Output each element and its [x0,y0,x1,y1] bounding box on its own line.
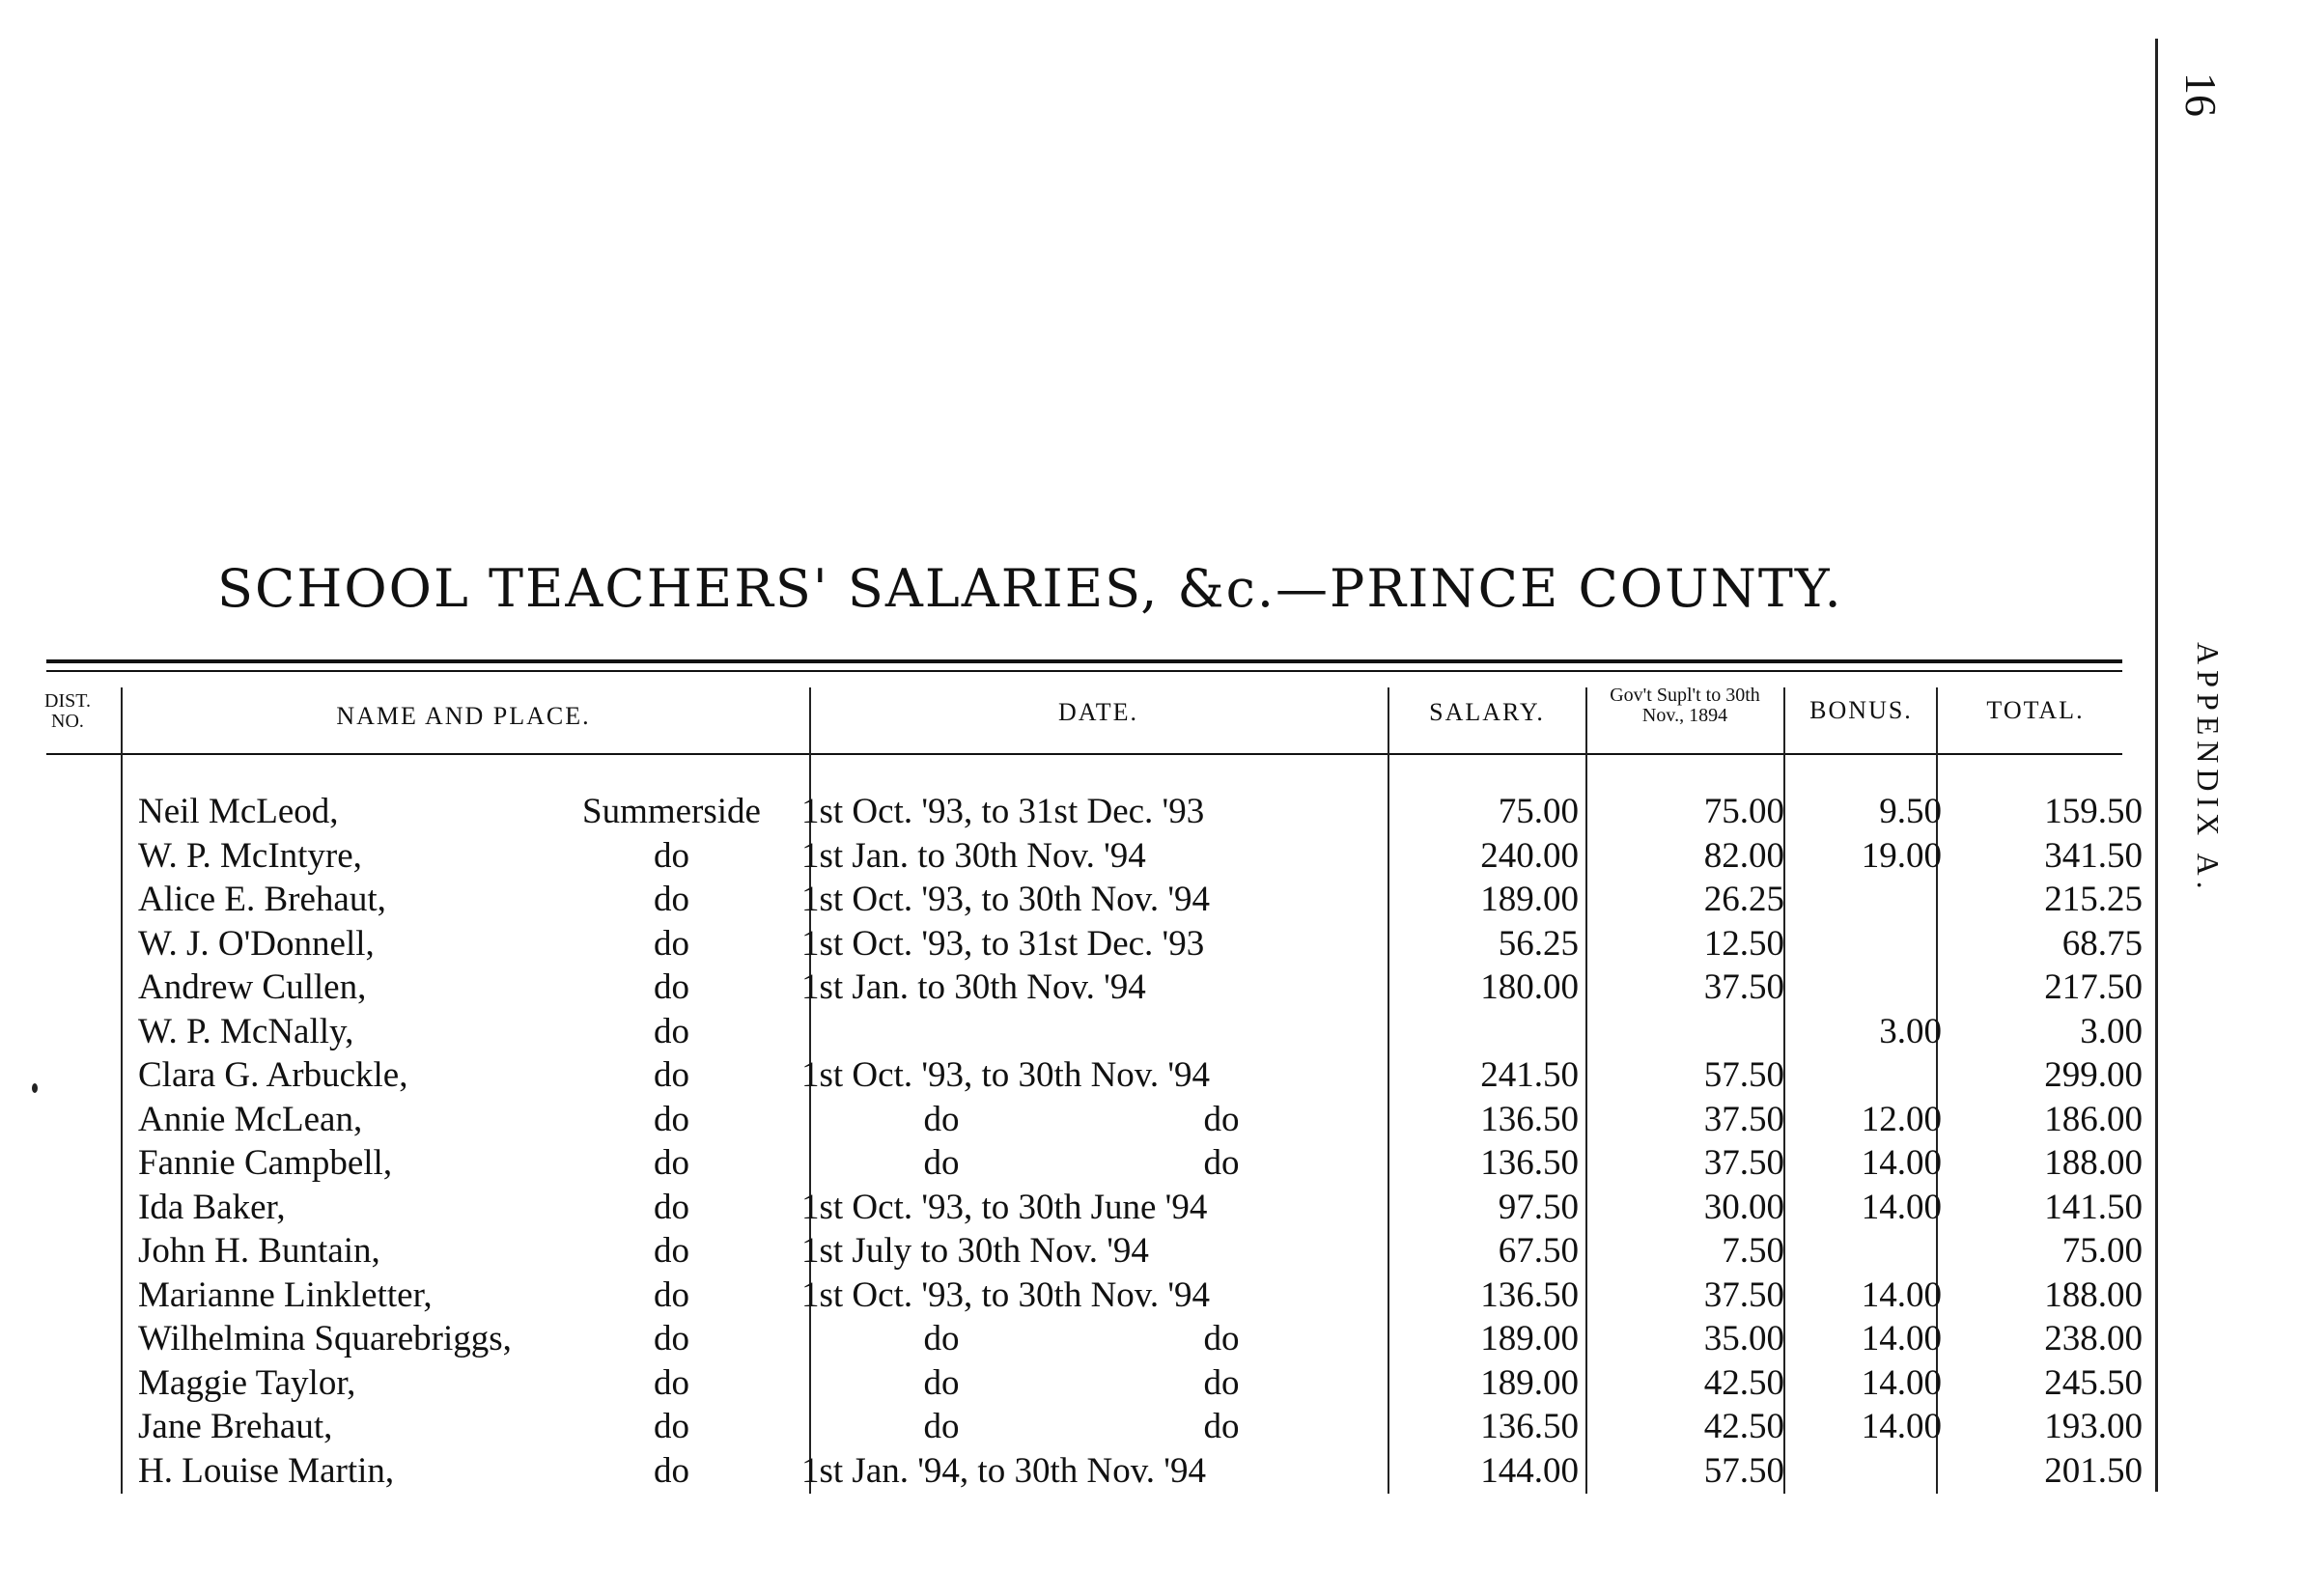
header-bonus: BONUS. [1809,696,1913,724]
govt-supplement-value: 30.00 [1703,1187,1784,1227]
table-row [121,790,2150,834]
date-ditto: do [923,1319,960,1358]
salary-value: 67.50 [1498,1231,1579,1271]
total-value: 201.50 [2044,1450,2143,1491]
salary-value: 144.00 [1480,1450,1579,1491]
teacher-name: W. P. McNally, [138,1011,354,1051]
table-row [121,1229,2150,1274]
govt-supplement-value: 37.50 [1703,967,1784,1007]
table-row [121,1053,2150,1098]
teacher-name: W. P. McIntyre, [138,835,362,876]
teacher-name: Jane Brehaut, [138,1407,333,1446]
date-ditto: do [1203,1319,1240,1358]
bonus-value: 9.50 [1879,792,1942,831]
teacher-name: Wilhelmina Squarebriggs, [138,1319,512,1358]
teacher-place: do [654,1011,689,1051]
bonus-value [1792,1229,1949,1274]
teacher-name: John H. Buntain, [138,1231,380,1271]
teacher-place: do [654,1187,689,1227]
table-row [121,922,2150,966]
total-value: 341.50 [2044,835,2143,876]
bonus-value: 14.00 [1861,1362,1942,1403]
date-range [790,1141,1381,1186]
date-range [790,1405,1381,1449]
teacher-place: do [654,1407,689,1446]
date-ditto: do [1203,1143,1240,1183]
header-total: TOTAL. [1986,696,2085,724]
total-value: 75.00 [2061,1231,2143,1271]
teacher-place: do [654,1099,689,1139]
teacher-name: Neil McLeod, [138,792,339,831]
govt-supplement-value [1586,1010,1792,1054]
date-ditto: do [923,1407,960,1446]
date-ditto: do [1203,1099,1240,1139]
date-ditto: do [923,1143,960,1183]
date-range: 1st Oct. '93, to 31st Dec. '93 [801,923,1205,964]
govt-supplement-value: 37.50 [1703,1099,1784,1139]
table-row [121,1361,2150,1406]
teacher-place: do [654,1274,689,1315]
teacher-place: do [654,1055,689,1095]
govt-supplement-value: 42.50 [1703,1407,1784,1446]
date-range: 1st Oct. '93, to 30th Nov. '94 [801,1055,1211,1095]
govt-supplement-value: 37.50 [1703,1274,1784,1315]
salary-value: 189.00 [1480,1362,1579,1403]
header-name-place: NAME AND PLACE. [336,702,591,730]
appendix-label: APPENDIX A. [2191,642,2226,895]
header-rule-top [46,659,2122,663]
salary-value: 97.50 [1498,1187,1579,1227]
date-range: 1st Oct. '93, to 30th June '94 [801,1187,1208,1227]
total-value: 159.50 [2044,792,2143,831]
total-value: 188.00 [2044,1274,2143,1315]
salary-value: 136.50 [1480,1099,1579,1139]
stray-mark [32,1083,38,1093]
date-range [790,1361,1381,1406]
govt-supplement-value: 57.50 [1703,1055,1784,1095]
bonus-value: 14.00 [1861,1407,1942,1446]
total-value: 238.00 [2044,1319,2143,1358]
total-value: 188.00 [2044,1143,2143,1183]
bonus-value: 14.00 [1861,1143,1942,1183]
salary-value: 136.50 [1480,1274,1579,1315]
salary-value: 136.50 [1480,1407,1579,1446]
govt-supplement-value: 75.00 [1703,792,1784,831]
teacher-place: do [654,1319,689,1358]
date-range: 1st Jan. to 30th Nov. '94 [801,835,1146,876]
teacher-place: do [654,880,689,919]
table-row [121,1274,2150,1318]
date-range [790,1010,1381,1054]
date-range: 1st Jan. '94, to 30th Nov. '94 [801,1450,1206,1491]
date-range [790,1317,1381,1361]
teacher-place: do [654,923,689,964]
date-range: 1st Oct. '93, to 30th Nov. '94 [801,880,1211,919]
teacher-name: Alice E. Brehaut, [138,880,386,919]
teacher-name: Marianne Linkletter, [138,1274,433,1315]
page-title: SCHOOL TEACHERS' SALARIES, &c.—PRINCE COUNTY. [217,558,1843,619]
salary-value: 189.00 [1480,880,1579,919]
teacher-name: Clara G. Arbuckle, [138,1055,408,1095]
teacher-name: Maggie Taylor, [138,1362,356,1403]
govt-supplement-value: 12.50 [1703,923,1784,964]
table-row [121,1449,2150,1494]
date-range: 1st July to 30th Nov. '94 [801,1231,1149,1271]
teacher-place: Summerside [582,792,761,831]
teacher-name: Fannie Campbell, [138,1143,393,1183]
header-date: DATE. [1058,698,1138,726]
total-value: 3.00 [2080,1011,2143,1051]
date-range: 1st Oct. '93, to 30th Nov. '94 [801,1274,1211,1315]
govt-supplement-value: 37.50 [1703,1143,1784,1183]
total-value: 215.25 [2044,880,2143,919]
table-row [121,878,2150,922]
teacher-place: do [654,1450,689,1491]
teacher-name: Andrew Cullen, [138,967,367,1007]
table-row [121,834,2150,879]
total-value: 186.00 [2044,1099,2143,1139]
total-value: 68.75 [2061,923,2143,964]
govt-supplement-value: 57.50 [1703,1450,1784,1491]
bonus-value: 19.00 [1861,835,1942,876]
date-ditto: do [923,1099,960,1139]
date-range: 1st Jan. to 30th Nov. '94 [801,967,1146,1007]
table-row [121,1010,2150,1054]
table-row [121,1317,2150,1361]
bonus-value: 3.00 [1879,1011,1942,1051]
header-salary: SALARY. [1429,698,1545,726]
header-rule-top-thin [46,670,2122,672]
bonus-value [1792,878,1949,922]
header-dist-no: DIST. NO. [44,690,91,732]
govt-supplement-value: 35.00 [1703,1319,1784,1358]
date-range: 1st Oct. '93, to 31st Dec. '93 [801,792,1205,831]
header-govt-supplement: Gov't Supl't to 30th Nov., 1894 [1610,685,1760,726]
bonus-value [1792,922,1949,966]
table-row [121,1098,2150,1142]
date-range [790,1098,1381,1142]
teacher-name: Ida Baker, [138,1187,286,1227]
bonus-value: 14.00 [1861,1319,1942,1358]
total-value: 217.50 [2044,967,2143,1007]
teacher-place: do [654,1143,689,1183]
date-ditto: do [1203,1407,1240,1446]
total-value: 141.50 [2044,1187,2143,1227]
total-value: 193.00 [2044,1407,2143,1446]
teacher-place: do [654,967,689,1007]
bonus-value: 14.00 [1861,1274,1942,1315]
salary-value: 189.00 [1480,1319,1579,1358]
teacher-name: H. Louise Martin, [138,1450,395,1491]
total-value: 299.00 [2044,1055,2143,1095]
salary-value [1381,1010,1586,1054]
teacher-name: Annie McLean, [138,1099,363,1139]
date-ditto: do [1203,1362,1240,1403]
govt-supplement-value: 26.25 [1703,880,1784,919]
total-value: 245.50 [2044,1362,2143,1403]
teacher-place: do [654,835,689,876]
govt-supplement-value: 7.50 [1722,1231,1784,1271]
table-row [121,966,2150,1010]
table-row [121,1405,2150,1449]
header-rule-bottom [46,753,2122,755]
salary-value: 75.00 [1498,792,1579,831]
bonus-value [1792,966,1949,1010]
bonus-value: 14.00 [1861,1187,1942,1227]
salary-value: 241.50 [1480,1055,1579,1095]
salary-value: 240.00 [1480,835,1579,876]
margin-rule [2155,39,2158,1492]
salaries-table [121,790,2150,1493]
table-row [121,1186,2150,1230]
salary-value: 136.50 [1480,1143,1579,1183]
salary-value: 56.25 [1498,923,1579,964]
teacher-name: W. J. O'Donnell, [138,923,375,964]
page-number: 16 [2176,72,2226,117]
table-row [121,1141,2150,1186]
bonus-value [1792,1449,1949,1494]
teacher-place: do [654,1231,689,1271]
govt-supplement-value: 82.00 [1703,835,1784,876]
teacher-place: do [654,1362,689,1403]
salary-value: 180.00 [1480,967,1579,1007]
date-ditto: do [923,1362,960,1403]
bonus-value: 12.00 [1861,1099,1942,1139]
bonus-value [1792,1053,1949,1098]
govt-supplement-value: 42.50 [1703,1362,1784,1403]
